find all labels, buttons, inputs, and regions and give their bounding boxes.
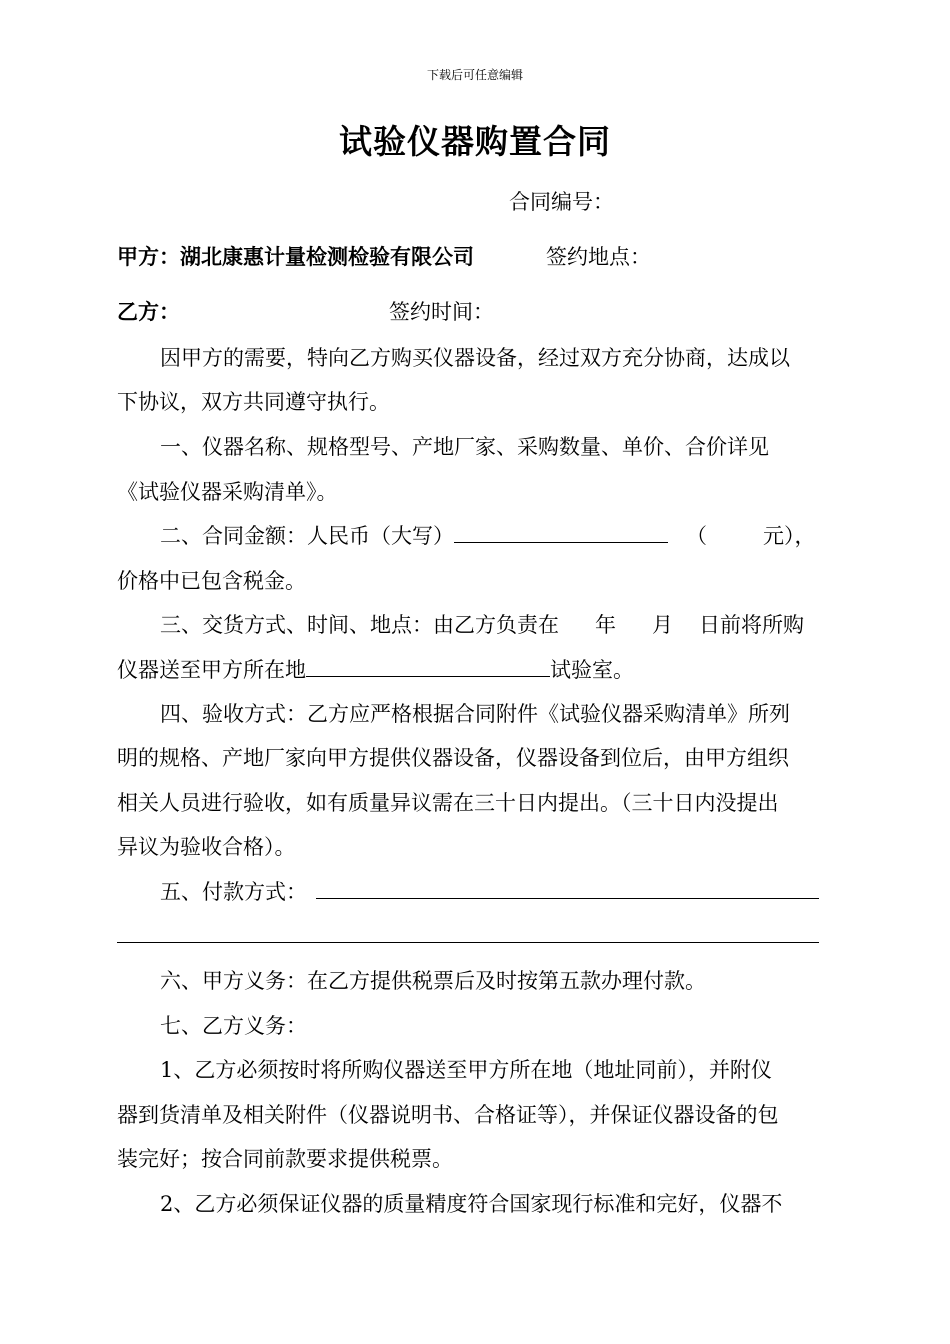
clause-3-line-2-suffix: 试验室。 xyxy=(550,658,634,682)
clause-7-item-1-line-2: 器到货清单及相关附件（仪器说明书、合格证等），并保证仪器设备的包 xyxy=(117,1103,779,1127)
party-b-label: 乙方： xyxy=(117,300,180,324)
clause-7-item-1-line-1: 1、乙方必须按时将所购仪器送至甲方所在地（地址同前），并附仪 xyxy=(160,1058,772,1082)
intro-line-2: 下协议，双方共同遵守执行。 xyxy=(117,390,390,414)
clause-2-line-1 xyxy=(160,520,816,550)
delivery-place-blank xyxy=(306,654,550,677)
clause-3-line-2 xyxy=(117,654,634,684)
clause-3-line-1 xyxy=(160,609,804,639)
payment-method-blank-1 xyxy=(316,898,819,899)
clause-4-line-3: 相关人员进行验收，如有质量异议需在三十日内提出。（三十日内没提出 xyxy=(117,791,779,815)
clause-4-line-1: 四、验收方式：乙方应严格根据合同附件《试验仪器采购清单》所列 xyxy=(160,702,790,726)
clause-4-line-2: 明的规格、产地厂家向甲方提供仪器设备，仪器设备到位后，由甲方组织 xyxy=(117,746,789,770)
clause-2-line-2: 价格中已包含税金。 xyxy=(117,569,306,593)
clause-3-day-suffix: 日前将所购 xyxy=(699,613,804,637)
contract-number-label: 合同编号： xyxy=(509,190,614,214)
clause-3-month: 月 xyxy=(652,613,673,637)
clause-3-line-2-prefix: 仪器送至甲方所在地 xyxy=(117,658,306,682)
intro-line-1: 因甲方的需要，特向乙方购买仪器设备，经过双方充分协商，达成以 xyxy=(160,346,790,370)
sign-time-label: 签约时间： xyxy=(389,300,494,324)
payment-method-blank-2 xyxy=(117,942,819,943)
clause-4-line-4: 异议为验收合格）。 xyxy=(117,835,296,859)
clause-6: 六、甲方义务：在乙方提供税票后及时按第五款办理付款。 xyxy=(160,969,706,993)
document-title: 试验仪器购置合同 xyxy=(339,122,611,161)
clause-2-paren-open: （ xyxy=(686,524,707,548)
clause-2-paren-close: 元）， xyxy=(763,524,816,548)
clause-7-item-1-line-3: 装完好；按合同前款要求提供税票。 xyxy=(117,1147,453,1171)
clause-3-prefix: 三、交货方式、时间、地点：由乙方负责在 xyxy=(160,613,559,637)
clause-2-prefix: 二、合同金额：人民币（大写） xyxy=(160,524,454,548)
amount-words-blank xyxy=(454,520,668,543)
clause-3-year: 年 xyxy=(595,613,616,637)
party-a-label: 甲方：湖北康惠计量检测检验有限公司 xyxy=(117,245,474,269)
clause-1-line-1: 一、仪器名称、规格型号、产地厂家、采购数量、单价、合价详见 xyxy=(160,435,769,459)
clause-1-line-2: 《试验仪器采购清单》。 xyxy=(117,480,338,504)
clause-5-label: 五、付款方式： xyxy=(160,880,307,904)
header-note: 下载后可任意编辑 xyxy=(426,68,523,82)
sign-place-label: 签约地点： xyxy=(546,245,651,269)
clause-7-label: 七、乙方义务： xyxy=(160,1014,307,1038)
clause-7-item-2-line-1: 2、乙方必须保证仪器的质量精度符合国家现行标准和完好，仪器不 xyxy=(160,1192,783,1216)
